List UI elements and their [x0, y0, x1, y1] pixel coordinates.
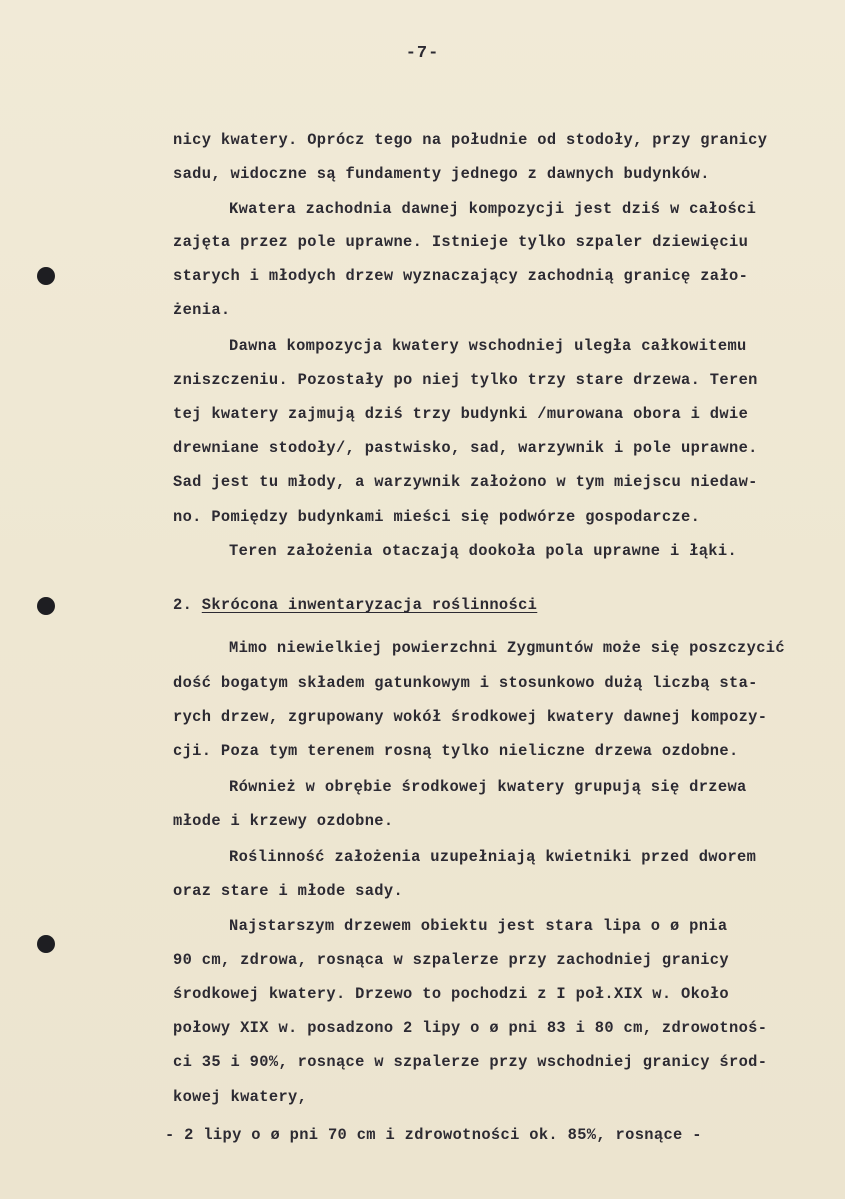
text-line: Roślinność założenia uzupełniają kwietniki przed dworem: [229, 848, 757, 866]
text-line: ci 35 i 90%, rosnące w szpalerze przy wschodniej granicy środ-: [173, 1053, 768, 1071]
text-line: środkowej kwatery. Drzewo to pochodzi z I poł.XIX w. Około: [173, 985, 729, 1003]
text-line: rych drzew, zgrupowany wokół środkowej kwatery dawnej kompozy-: [173, 708, 768, 726]
text-line: no. Pomiędzy budynkami mieści się podwórze gospodarcze.: [173, 508, 701, 526]
text-line: tej kwatery zajmują dziś trzy budynki /murowana obora i dwie: [173, 405, 749, 423]
text-line: starych i młodych drzew wyznaczający zachodnią granicę zało-: [173, 267, 749, 285]
text-line: zajęta przez pole uprawne. Istnieje tylko szpaler dziewięciu: [173, 233, 749, 251]
text-line: Najstarszym drzewem obiektu jest stara lipa o ø pnia: [229, 917, 728, 935]
text-line: 90 cm, zdrowa, rosnąca w szpalerze przy zachodniej granicy: [173, 951, 729, 969]
text-line: młode i krzewy ozdobne.: [173, 812, 394, 830]
text-line: dość bogatym składem gatunkowym i stosunkowo dużą liczbą sta-: [173, 674, 758, 692]
section-heading: [173, 596, 537, 614]
text-line: - 2 lipy o ø pni 70 cm i zdrowotności ok. 85%, rosnące -: [165, 1126, 702, 1144]
text-line: oraz stare i młode sady.: [173, 882, 404, 900]
punch-hole: [37, 597, 55, 615]
text-line: żenia.: [173, 301, 231, 319]
text-line: Kwatera zachodnia dawnej kompozycji jest dziś w całości: [229, 200, 757, 218]
text-line: Mimo niewielkiej powierzchni Zygmuntów może się poszczycić: [229, 639, 785, 657]
punch-hole: [37, 935, 55, 953]
text-line: cji. Poza tym terenem rosną tylko nieliczne drzewa ozdobne.: [173, 742, 739, 760]
text-line: nicy kwatery. Oprócz tego na południe od stodoły, przy granicy: [173, 131, 768, 149]
text-line: sadu, widoczne są fundamenty jednego z dawnych budynków.: [173, 165, 710, 183]
section-number: 2.: [173, 596, 193, 614]
text-line: kowej kwatery,: [173, 1088, 308, 1106]
page-number: -7-: [405, 44, 440, 63]
text-line: zniszczeniu. Pozostały po niej tylko trzy stare drzewa. Teren: [173, 371, 758, 389]
text-line: Również w obrębie środkowej kwatery grupują się drzewa: [229, 778, 747, 796]
text-line: Sad jest tu młody, a warzywnik założono w tym miejscu niedaw-: [173, 473, 758, 491]
text-line: połowy XIX w. posadzono 2 lipy o ø pni 83 i 80 cm, zdrowotnoś-: [173, 1019, 768, 1037]
punch-hole: [37, 267, 55, 285]
text-line: drewniane stodoły/, pastwisko, sad, warzywnik i pole uprawne.: [173, 439, 758, 457]
text-line: Dawna kompozycja kwatery wschodniej uległa całkowitemu: [229, 337, 747, 355]
text-line: Teren założenia otaczają dookoła pola uprawne i łąki.: [229, 542, 738, 560]
section-title: Skrócona inwentaryzacja roślinności: [201, 596, 538, 614]
